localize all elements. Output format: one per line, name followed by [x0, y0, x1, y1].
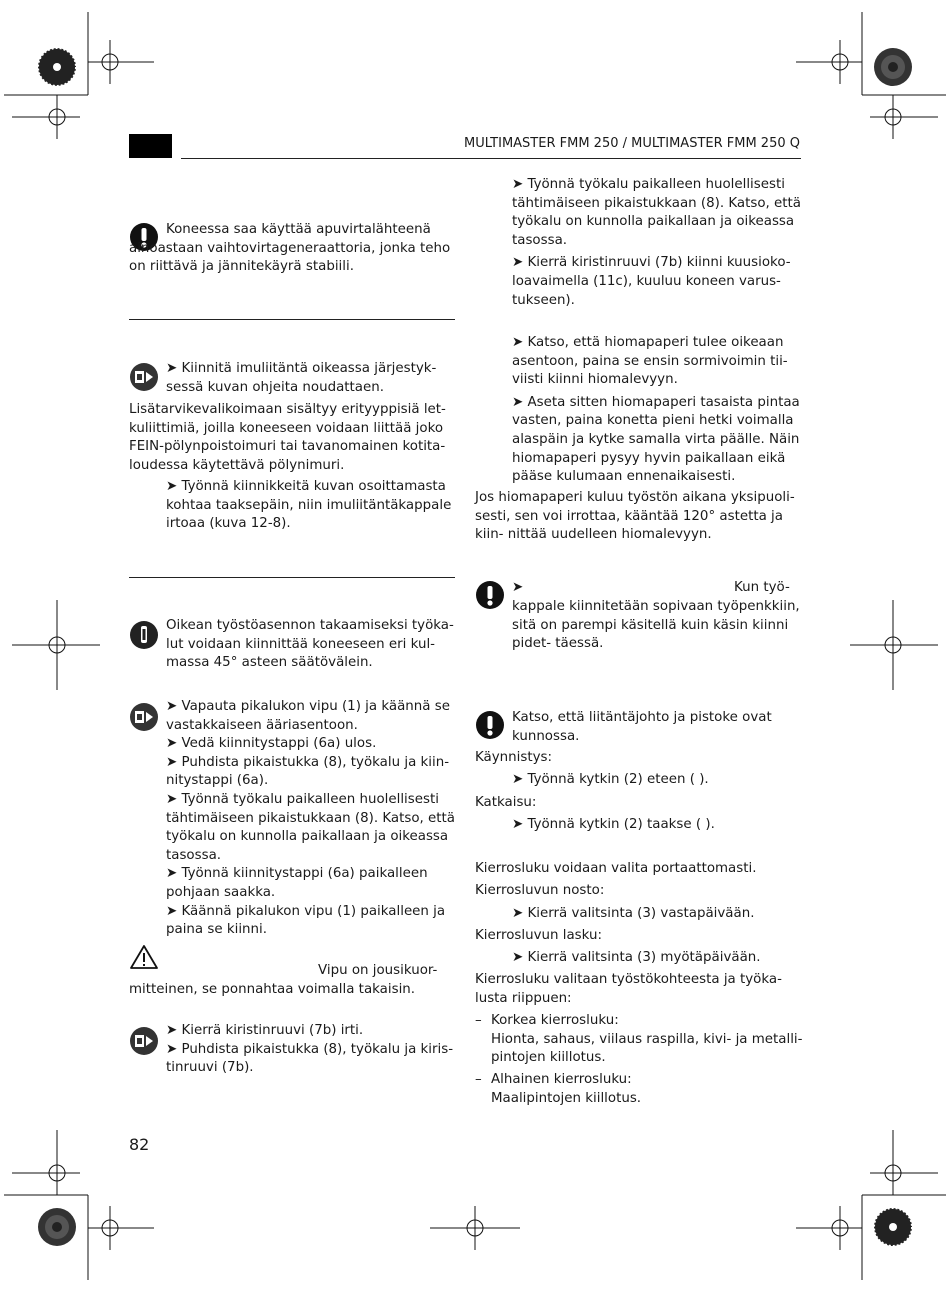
- header-rule: [181, 158, 801, 159]
- tool-steps-list: [166, 698, 456, 940]
- screw-steps-list: [166, 1022, 456, 1078]
- assembly-tool-icon: [129, 362, 159, 392]
- dust-step-1: ➤ Kiinnitä imuliitäntä oikeassa järjestyk- sessä kuvan ohjeita noudattaen.: [166, 361, 437, 395]
- right-top-steps: [512, 176, 802, 310]
- list-dash: –: [475, 1013, 482, 1028]
- caution-right-text: Vipu on jousikuor-: [318, 963, 438, 978]
- info-tool-icon: [129, 620, 159, 650]
- list-dash: –: [475, 1072, 482, 1087]
- warning-exclamation-icon-2: [475, 580, 505, 610]
- list-body: Hionta, sahaus, viilaus raspilla, kivi- ja metalli- pintojen kiillotus.: [491, 1031, 803, 1066]
- warning-generator-text: Koneessa saa käyttää apuvirtalähteenä ainoastaan vaihtovirtageneraattoria, jonka teho on riittävä ja jännitekäyrä stabiili.: [129, 222, 451, 275]
- assembly-tool-icon-3: [129, 1026, 159, 1056]
- workpiece-right-text: Kun työ-: [734, 580, 790, 595]
- calibration-wheel-bl: [38, 1208, 76, 1246]
- caution-triangle-icon: [129, 944, 159, 970]
- tool-step: ➤ Käännä pikalukon vipu (1) paikalleen ja paina se kiinni.: [166, 903, 446, 938]
- angle-info-text: Oikean työstöasennon takaamiseksi työka- lut voidaan kiinnittää koneeseen eri kul- massa 45° asteen säätövälein.: [166, 618, 454, 671]
- assembly-tool-icon-2: [129, 702, 159, 732]
- start-label: Käynnistys:: [475, 750, 553, 765]
- caution-rest-text: mitteinen, se ponnahtaa voimalla takaisin.: [129, 982, 416, 997]
- cord-warning-text: Katso, että liitäntäjohto ja pistoke ovat kunnossa.: [512, 710, 772, 744]
- speed-up-step: ➤ Kierrä valitsinta (3) vastapäivään.: [512, 906, 755, 921]
- tool-step: ➤ Työnnä työkalu paikalleen huolellisesti tähtimäiseen pikaistukkaan (8). Katso, että työkalu on kunnolla paikallaan ja oikeassa tasossa.: [166, 791, 455, 863]
- start-step: ➤ Työnnä kytkin (2) eteen ( ).: [512, 772, 709, 787]
- workpiece-arrow: ➤: [512, 580, 524, 595]
- screw-step: ➤ Kierrä kiristinruuvi (7b) irti.: [166, 1023, 364, 1038]
- screw-step: ➤ Puhdista pikaistukka (8), työkalu ja kiris- tinruuvi (7b).: [166, 1041, 454, 1076]
- speed-list-item-2: [475, 1071, 805, 1108]
- stop-step: ➤ Työnnä kytkin (2) taakse ( ).: [512, 817, 715, 832]
- tool-step: ➤ Vapauta pikalukon vipu (1) ja käännä se vastakkaiseen ääriasentoon.: [166, 699, 450, 733]
- page-number: 82: [129, 1135, 150, 1154]
- speed-down-label: Kierrosluvun lasku:: [475, 928, 602, 943]
- tool-step: ➤ Työnnä työkalu paikalleen huolellisesti tähtimäiseen pikaistukkaan (8). Katso, että työkalu on kunnolla paikallaan ja oikeassa tasossa.: [512, 177, 801, 248]
- warning-exclamation-icon-3: [475, 710, 505, 740]
- paper-steps: [512, 334, 802, 487]
- stop-label: Katkaisu:: [475, 795, 537, 810]
- paper-step: ➤ Aseta sitten hiomapaperi tasaista pintaa vasten, paina konetta pieni hetki voimalla alaspäin ja kytke samalla virta päälle. Näin hiomapaperi pysyy hyvin paikallaan eikä pääse kulumaan ennenaikaisesti.: [512, 394, 800, 485]
- calibration-wheel-tl: [38, 48, 76, 86]
- speed-down-step: ➤ Kierrä valitsinta (3) myötäpäivään.: [512, 950, 761, 965]
- paper-paragraph: Jos hiomapaperi kuluu työstön aikana yksipuoli- sesti, sen voi irrottaa, kääntää 120° astetta ja kiin- nittää uudelleen hiomalevyyn.: [475, 490, 795, 543]
- tool-step: ➤ Puhdista pikaistukka (8), työkalu ja kiin- nitystappi (6a).: [166, 754, 450, 789]
- speed-up-label: Kierrosluvun nosto:: [475, 883, 605, 898]
- paper-step: ➤ Katso, että hiomapaperi tulee oikeaan asentoon, paina se ensin sormivoimin tii- viisti kiinni hiomalevyyn.: [512, 335, 788, 388]
- section-rule-2: [129, 577, 455, 578]
- tool-step: ➤ Vedä kiinnitystappi (6a) ulos.: [166, 736, 377, 752]
- calibration-wheel-tr: [874, 48, 912, 86]
- header-title: MULTIMASTER FMM 250 / MULTIMASTER FMM 250 Q: [463, 136, 800, 151]
- dust-step-2: ➤ Työnnä kiinnikkeitä kuvan osoittamasta kohtaa taaksepäin, niin imuliitäntäkappale irtoaa (kuva 12-8).: [166, 479, 452, 532]
- tool-step: ➤ Työnnä kiinnitystappi (6a) paikalleen pohjaan saakka.: [166, 866, 428, 900]
- workpiece-rest-text: kappale kiinnitetään sopivaan työpenkkiin, sitä on parempi käsitellä kuin käsin kiinni pidet- täessä.: [512, 599, 800, 652]
- list-head: Alhainen kierrosluku:: [491, 1072, 632, 1087]
- speed-choose-text: Kierrosluku valitaan työstökohteesta ja työka- lusta riippuen:: [475, 972, 782, 1006]
- list-body: Maalipintojen kiillotus.: [491, 1090, 642, 1106]
- tool-step: ➤ Kierrä kiristinruuvi (7b) kiinni kuusioko- loavaimella (11c), kuuluu koneen varus- tukseen).: [512, 255, 791, 308]
- section-rule-1: [129, 319, 455, 320]
- speed-list-item-1: [475, 1012, 805, 1068]
- calibration-wheel-br: [874, 1208, 912, 1246]
- list-head: Korkea kierrosluku:: [491, 1013, 619, 1028]
- speed-paragraph: Kierrosluku voidaan valita portaattomasti.: [475, 861, 757, 876]
- header-black-tab: [129, 134, 172, 158]
- dust-paragraph: Lisätarvikevalikoimaan sisältyy erityyppisiä let- kuliittimiä, joilla koneeseen voidaan liittää joko FEIN-pölynpoistoimuri tai tavanomainen kotita- loudessa käytettävä pölynimuri.: [129, 402, 446, 473]
